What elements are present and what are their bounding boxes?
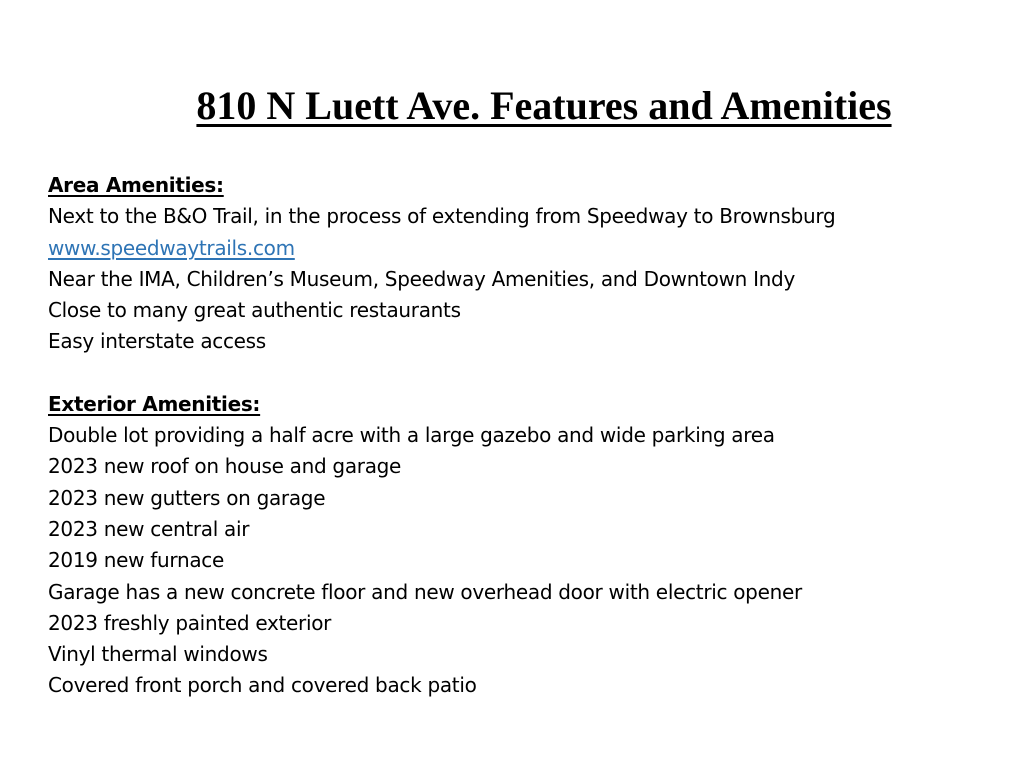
exterior-item-furnace: 2019 new furnace xyxy=(48,548,224,573)
speedway-trails-link[interactable]: www.speedwaytrails.com xyxy=(48,235,295,260)
exterior-item-central-air: 2023 new central air xyxy=(48,516,250,541)
exterior-amenities-heading: Exterior Amenities: xyxy=(48,391,261,416)
area-amenities-heading: Area Amenities: xyxy=(48,173,224,197)
area-line-restaurants: Close to many great authentic restaurants xyxy=(48,298,461,323)
area-line-interstate: Easy interstate access xyxy=(48,329,266,354)
exterior-item-paint: 2023 freshly painted exterior xyxy=(48,610,332,635)
exterior-item-porch: Covered front porch and covered back patio xyxy=(48,673,477,698)
exterior-item-roof: 2023 new roof on house and garage xyxy=(48,454,402,479)
page-title: 810 N Luett Ave. Features and Amenities xyxy=(196,83,892,128)
document-body xyxy=(48,170,1008,733)
area-link-line xyxy=(48,233,1008,264)
area-line-trail: Next to the B&O Trail, in the process of extending from Speedway to Brownsburg xyxy=(48,204,836,229)
exterior-item-windows: Vinyl thermal windows xyxy=(48,642,268,667)
area-amenities-section xyxy=(48,170,1008,358)
exterior-item-gutters: 2023 new gutters on garage xyxy=(48,485,326,510)
exterior-item-garage: Garage has a new concrete floor and new overhead door with electric opener xyxy=(48,579,802,604)
exterior-item-lot: Double lot providing a half acre with a large gazebo and wide parking area xyxy=(48,423,775,448)
area-line-near: Near the IMA, Children’s Museum, Speedway Amenities, and Downtown Indy xyxy=(48,266,795,291)
exterior-amenities-section xyxy=(48,389,1008,702)
